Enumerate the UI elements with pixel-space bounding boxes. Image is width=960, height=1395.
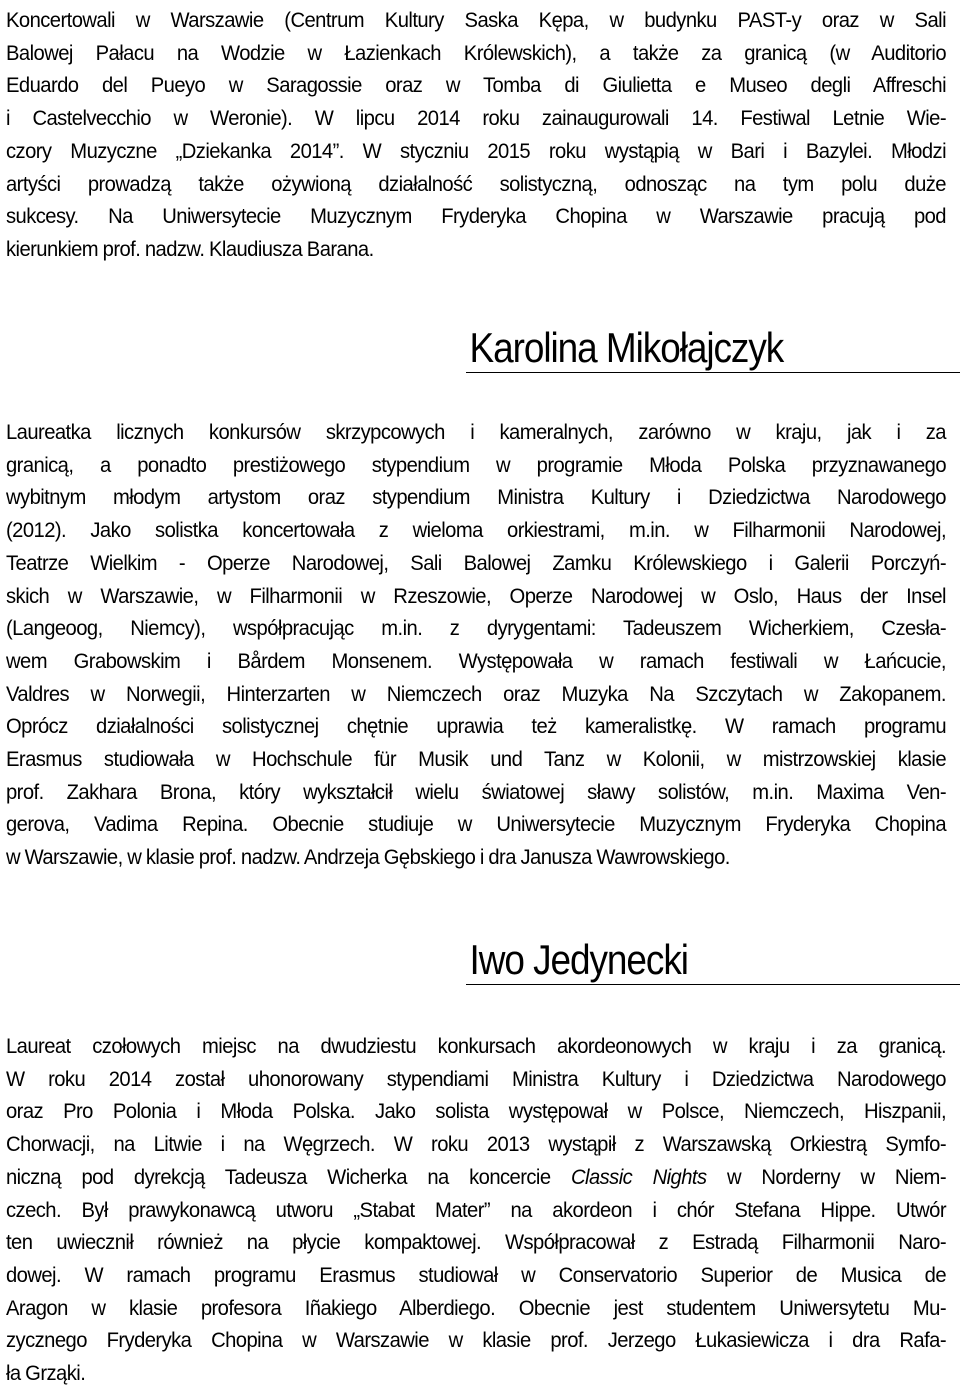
text-fragment: niczną pod dyrekcją Tadeusza Wicherka na koncercie	[6, 1164, 571, 1189]
text-line: Laureatka licznych konkursów skrzypcowych i kameralnych, zarówno w kraju, jak i za	[6, 420, 946, 444]
iwo-section	[6, 1030, 960, 1390]
text-line: Eduardo del Pueyo w Saragossie oraz w Tomba di Giulietta e Museo degli Affreschi	[6, 73, 946, 98]
section-heading-karolina	[466, 324, 960, 373]
text-line: czech. Był prawykonawcą utworu „Stabat Mater” na akordeon i chór Stefana Hippe. Utwór	[6, 1197, 946, 1222]
text-line: kierunkiem prof. nadzw. Klaudiusza Barana.	[6, 236, 374, 261]
text-line: oraz Pro Polonia i Młoda Polska. Jako solista występował w Polsce, Niemczech, Hiszpanii,	[6, 1099, 946, 1124]
text-line: granicą, a ponadto prestiżowego stypendium w programie Młoda Polska przyznawanego	[6, 452, 946, 477]
text-line: i Castelvecchio w Weronie). W lipcu 2014 roku zainaugurowali 14. Festiwal Letnie Wie-	[6, 106, 946, 131]
text-line: ten uwiecznił również na płycie kompaktowej. Współpracował z Estradą Filharmonii Naro-	[6, 1230, 946, 1255]
text-line: Balowej Pałacu na Wodzie w Łazienkach Królewskich), a także za granicą (w Auditorio	[6, 40, 946, 65]
text-line: skich w Warszawie, w Filharmonii w Rzeszowie, Operze Narodowej w Oslo, Haus der Insel	[6, 583, 946, 608]
text-line: wybitnym młodym artystom oraz stypendium Ministra Kultury i Dziedzictwa Narodowego	[6, 485, 946, 510]
intro-paragraph	[6, 4, 946, 266]
karolina-section	[6, 416, 960, 874]
section-heading-iwo	[466, 936, 960, 985]
text-line: Oprócz działalności solistycznej chętnie uprawia też kameralistkę. W ramach programu	[6, 714, 946, 739]
text-line: Valdres w Norwegii, Hinterzarten w Niemczech oraz Muzyka Na Szczytach w Zakopanem.	[6, 681, 946, 706]
heading-karolina-mikolajczyk: Karolina Mikołajczyk	[469, 324, 784, 371]
text-line: dowej. W ramach programu Erasmus studiował w Conservatorio Superior de Musica de	[6, 1262, 946, 1287]
text-line: w Warszawie, w klasie prof. nadzw. Andrzeja Gębskiego i dra Janusza Wawrowskiego.	[6, 845, 730, 870]
heading-iwo-jedynecki: Iwo Jedynecki	[469, 936, 688, 983]
text-line: zycznego Fryderyka Chopina w Warszawie w klasie prof. Jerzego Łukasiewicza i dra Rafa-	[6, 1328, 946, 1353]
text-line: wem Grabowskim i Bårdem Monsenem. Występowała w ramach festiwali w Łańcucie,	[6, 648, 946, 673]
text-line: (Langeoog, Niemcy), współpracując m.in. z dyrygentami: Tadeuszem Wicherkiem, Czesła-	[6, 616, 946, 641]
text-fragment: w Norderny w Niem-	[706, 1164, 946, 1189]
text-line: prof. Zakhara Brona, który wykształcił wielu światowej sławy solistów, m.in. Maxima Ven-	[6, 779, 946, 804]
intro-section	[6, 4, 960, 266]
iwo-bio-paragraph	[6, 1030, 946, 1390]
text-line: (2012). Jako solistka koncertowała z wieloma orkiestrami, m.in. w Filharmonii Narodowej,	[6, 518, 946, 543]
text-line	[6, 1161, 946, 1194]
text-line: Erasmus studiowała w Hochschule für Musik und Tanz w Kolonii, w mistrzowskiej klasie	[6, 747, 946, 772]
text-line: czory Muzyczne „Dziekanka 2014”. W styczniu 2015 roku wystąpią w Bari i Bazylei. Młodzi	[6, 138, 946, 163]
text-line: gerova, Vadima Repina. Obecnie studiuje w Uniwersytecie Muzycznym Fryderyka Chopina	[6, 812, 946, 837]
text-line: artyści prowadzą także ożywioną działalność solistyczną, odnosząc na tym polu duże	[6, 171, 946, 196]
text-line: Teatrze Wielkim - Operze Narodowej, Sali Balowej Zamku Królewskiego i Galerii Porczyń-	[6, 550, 946, 575]
concert-title-italic: Classic Nights	[570, 1164, 707, 1189]
text-line: sukcesy. Na Uniwersytecie Muzycznym Fryderyka Chopina w Warszawie pracują pod	[6, 204, 946, 229]
karolina-bio-paragraph	[6, 416, 946, 874]
text-line: ła Grząki.	[6, 1361, 86, 1386]
text-line: W roku 2014 został uhonorowany stypendiami Ministra Kultury i Dziedzictwa Narodowego	[6, 1066, 946, 1091]
text-line: Laureat czołowych miejsc na dwudziestu konkursach akordeonowych w kraju i za granicą.	[6, 1034, 946, 1058]
text-line: Chorwacji, na Litwie i na Węgrzech. W roku 2013 wystąpił z Warszawską Orkiestrą Symfo-	[6, 1132, 946, 1157]
text-line: Koncertowali w Warszawie (Centrum Kultury Saska Kępa, w budynku PAST-y oraz w Sali	[6, 8, 946, 32]
text-line: Aragon w klasie profesora Iñakiego Alberdiego. Obecnie jest studentem Uniwersytetu Mu-	[6, 1295, 946, 1320]
